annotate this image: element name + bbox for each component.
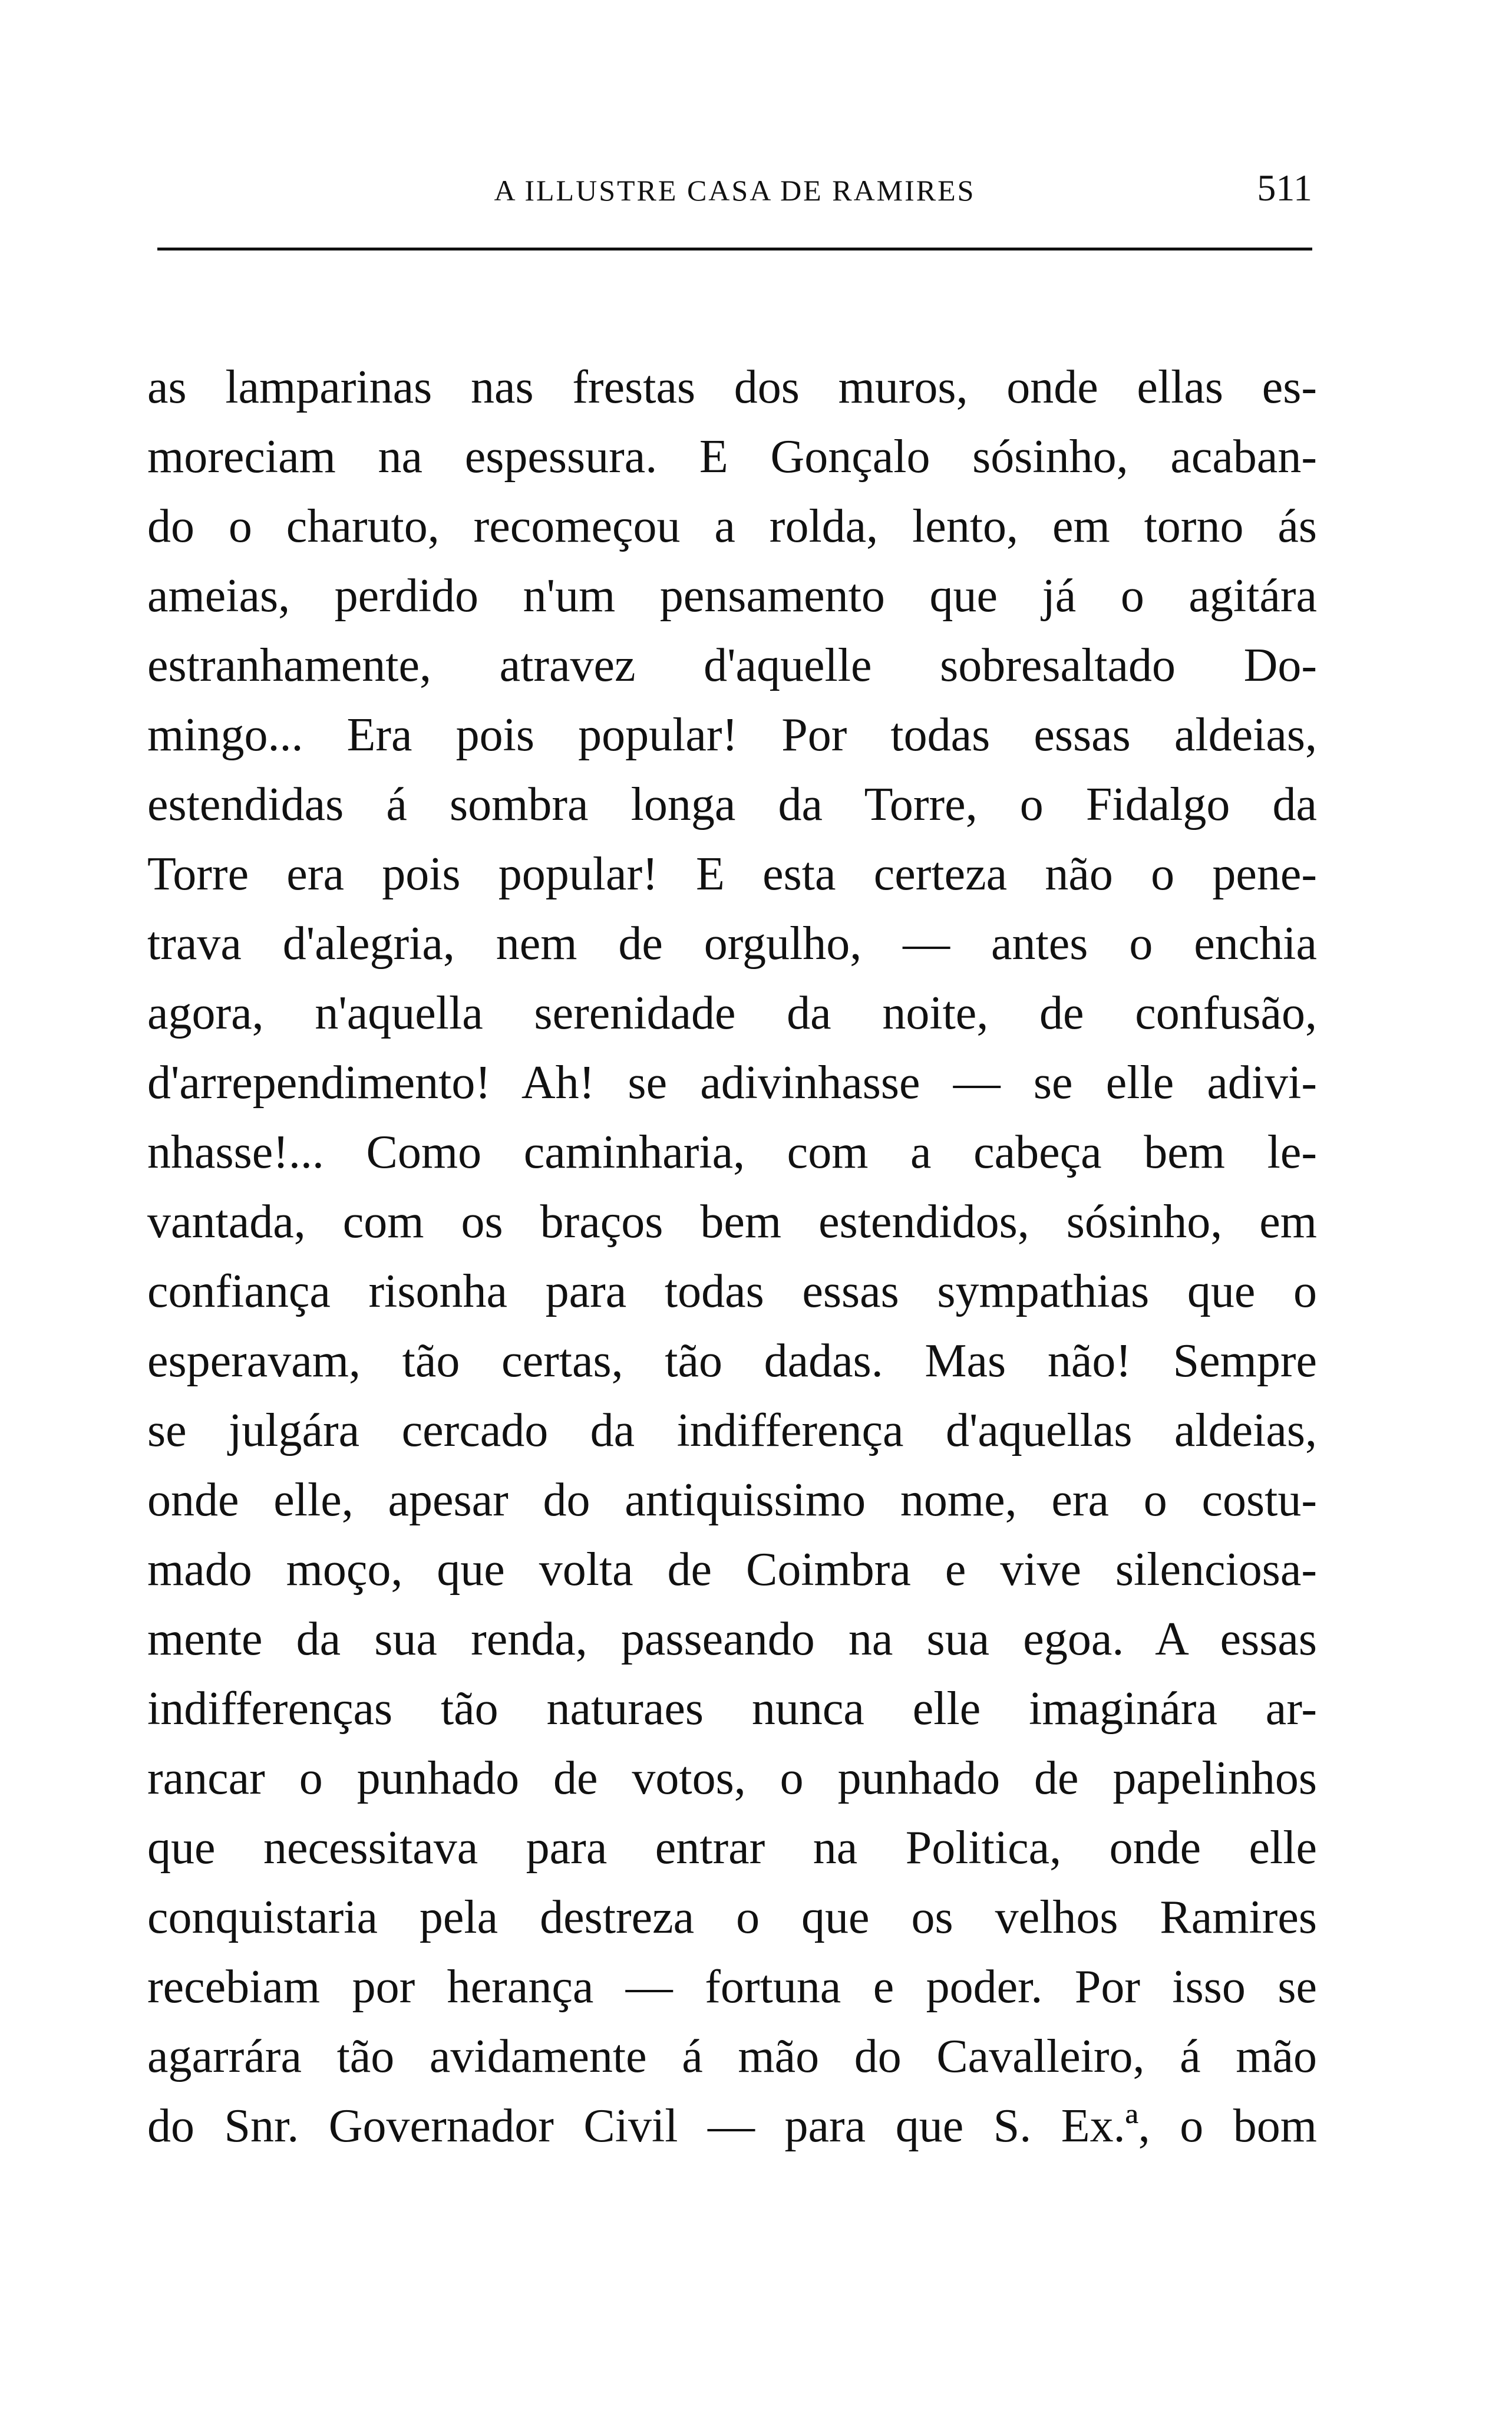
page-header [157, 166, 1312, 213]
text-line: confiança risonha para todas essas sympathias que o [147, 1265, 1317, 1317]
text-line: nhasse!... Como caminharia, com a cabeça bem le- [147, 1126, 1317, 1178]
text-line: estendidas á sombra longa da Torre, o Fidalgo da [147, 779, 1317, 830]
text-line: que necessitava para entrar na Politica, onde elle [147, 1822, 1317, 1874]
text-line: rancar o punhado de votos, o punhado de papelinhos [147, 1752, 1317, 1804]
text-line: do o charuto, recomeçou a rolda, lento, em torno ás [147, 500, 1317, 552]
text-line: esperavam, tão certas, tão dadas. Mas não! Sempre [147, 1335, 1317, 1387]
text-line: onde elle, apesar do antiquissimo nome, era o costu- [147, 1474, 1317, 1526]
text-line: se julgára cercado da indifferença d'aquellas aldeias, [147, 1405, 1317, 1456]
text-line: trava d'alegria, nem de orgulho, — antes o enchia [147, 918, 1317, 970]
text-line: Torre era pois popular! E esta certeza não o pene- [147, 848, 1317, 900]
text-line: as lamparinas nas frestas dos muros, onde ellas es- [147, 361, 1317, 413]
text-line: vantada, com os braços bem estendidos, sósinho, em [147, 1196, 1317, 1248]
text-line: do Snr. Governador Civil — para que S. Ex.ª, o bom [147, 2100, 1317, 2152]
text-line: agarrára tão avidamente á mão do Cavalleiro, á mão [147, 2031, 1317, 2082]
text-line: mado moço, que volta de Coimbra e vive silenciosa- [147, 1544, 1317, 1596]
page-number: 511 [1257, 167, 1312, 209]
text-line: estranhamente, atravez d'aquelle sobresaltado Do- [147, 640, 1317, 691]
header-rule [157, 248, 1312, 251]
text-line: indifferenças tão naturaes nunca elle imaginára ar- [147, 1683, 1317, 1735]
running-title: A ILLUSTRE CASA DE RAMIRES [494, 174, 976, 207]
text-line: conquistaria pela destreza o que os velhos Ramires [147, 1891, 1317, 1943]
text-line: agora, n'aquella serenidade da noite, de confusão, [147, 987, 1317, 1039]
text-line: moreciam na espessura. E Gonçalo sósinho, acaban- [147, 431, 1317, 483]
body-text [147, 352, 1317, 2161]
text-line: d'arrependimento! Ah! se adivinhasse — se elle adivi- [147, 1057, 1317, 1109]
text-line: ameias, perdido n'um pensamento que já o agitára [147, 570, 1317, 622]
text-line: mente da sua renda, passeando na sua egoa. A essas [147, 1613, 1317, 1665]
text-line: mingo... Era pois popular! Por todas essas aldeias, [147, 709, 1317, 761]
text-line: recebiam por herança — fortuna e poder. Por isso se [147, 1961, 1317, 2013]
